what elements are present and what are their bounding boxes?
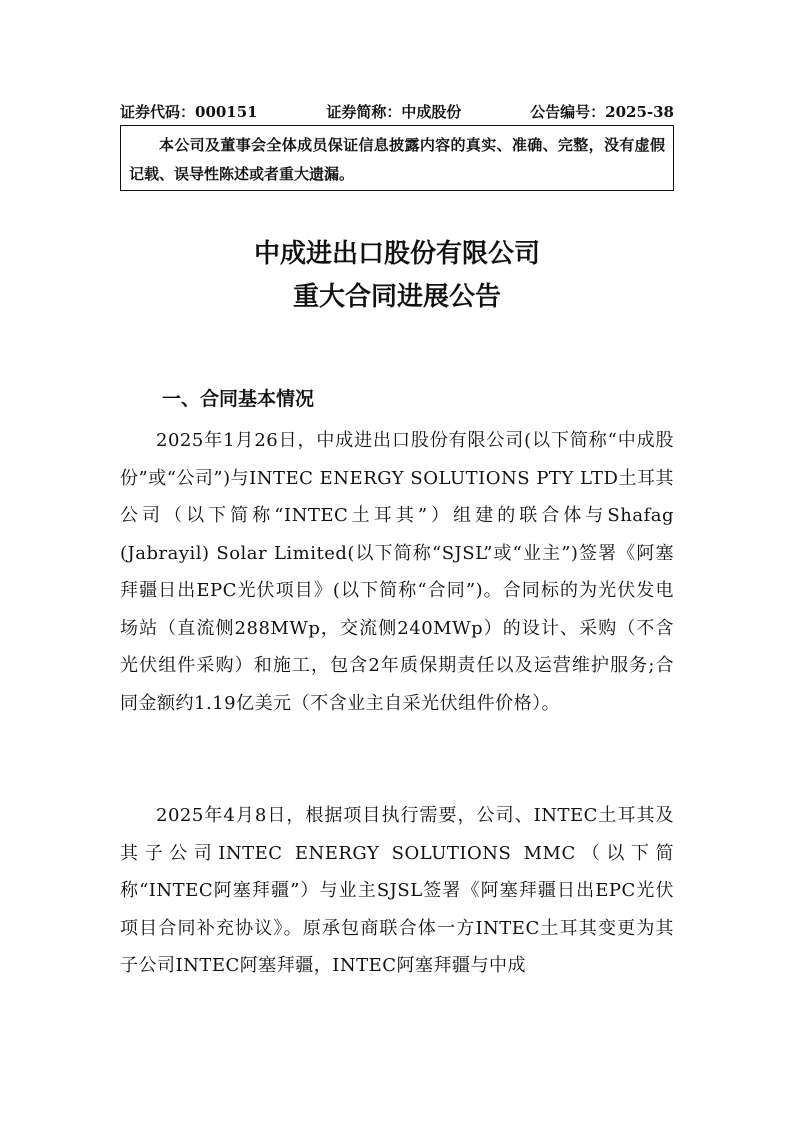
- announcement-title: 重大合同进展公告: [292, 282, 501, 312]
- stock-short-name: 证券简称：中成股份: [326, 103, 462, 121]
- announcement-number: 公告编号：2025-38: [530, 103, 674, 121]
- document-header: [120, 100, 674, 124]
- body-paragraph: 2025年4月8日，根据项目执行需要，公司、INTEC土耳其及其子公司INTEC ENERGY SOLUTIONS MMC（以下简称“INTEC阿塞拜疆”）与业主SJSL签署《阿塞拜疆日出EPC光伏项目合同补充协议》。原承包商联合体一方INTEC土耳其变更为其子公司INTEC阿塞拜疆，INTEC阿塞拜疆与中成: [120, 805, 674, 976]
- disclosure-notice-box: 本公司及董事会全体成员保证信息披露内容的真实、准确、完整，没有虚假记载、误导性陈述或者重大遗漏。: [120, 125, 674, 191]
- company-name-title: 中成进出口股份有限公司: [253, 239, 540, 269]
- section-heading-contract-basics: 一、合同基本情况: [162, 388, 315, 410]
- body-paragraph: 2025年1月26日，中成进出口股份有限公司(以下简称“中成股份”或“公司”)与INTEC ENERGY SOLUTIONS PTY LTD土耳其公司（以下简称“INTEC土耳其”）组建的联合体与Shafag (Jabrayil) Solar Limited(以下简称“SJSL”或“业主”)签署《阿塞拜疆日出EPC光伏项目》(以下简称“合同”)。合同标的为光伏发电场站（直流侧288MWp，交流侧240MWp）的设计、采购（不含光伏组件采购）和施工，包含2年质保期责任以及运营维护服务;合同金额约1.19亿美元（不含业主自采光伏组件价格）。: [120, 430, 674, 714]
- stock-code: 证券代码：000151: [120, 103, 258, 121]
